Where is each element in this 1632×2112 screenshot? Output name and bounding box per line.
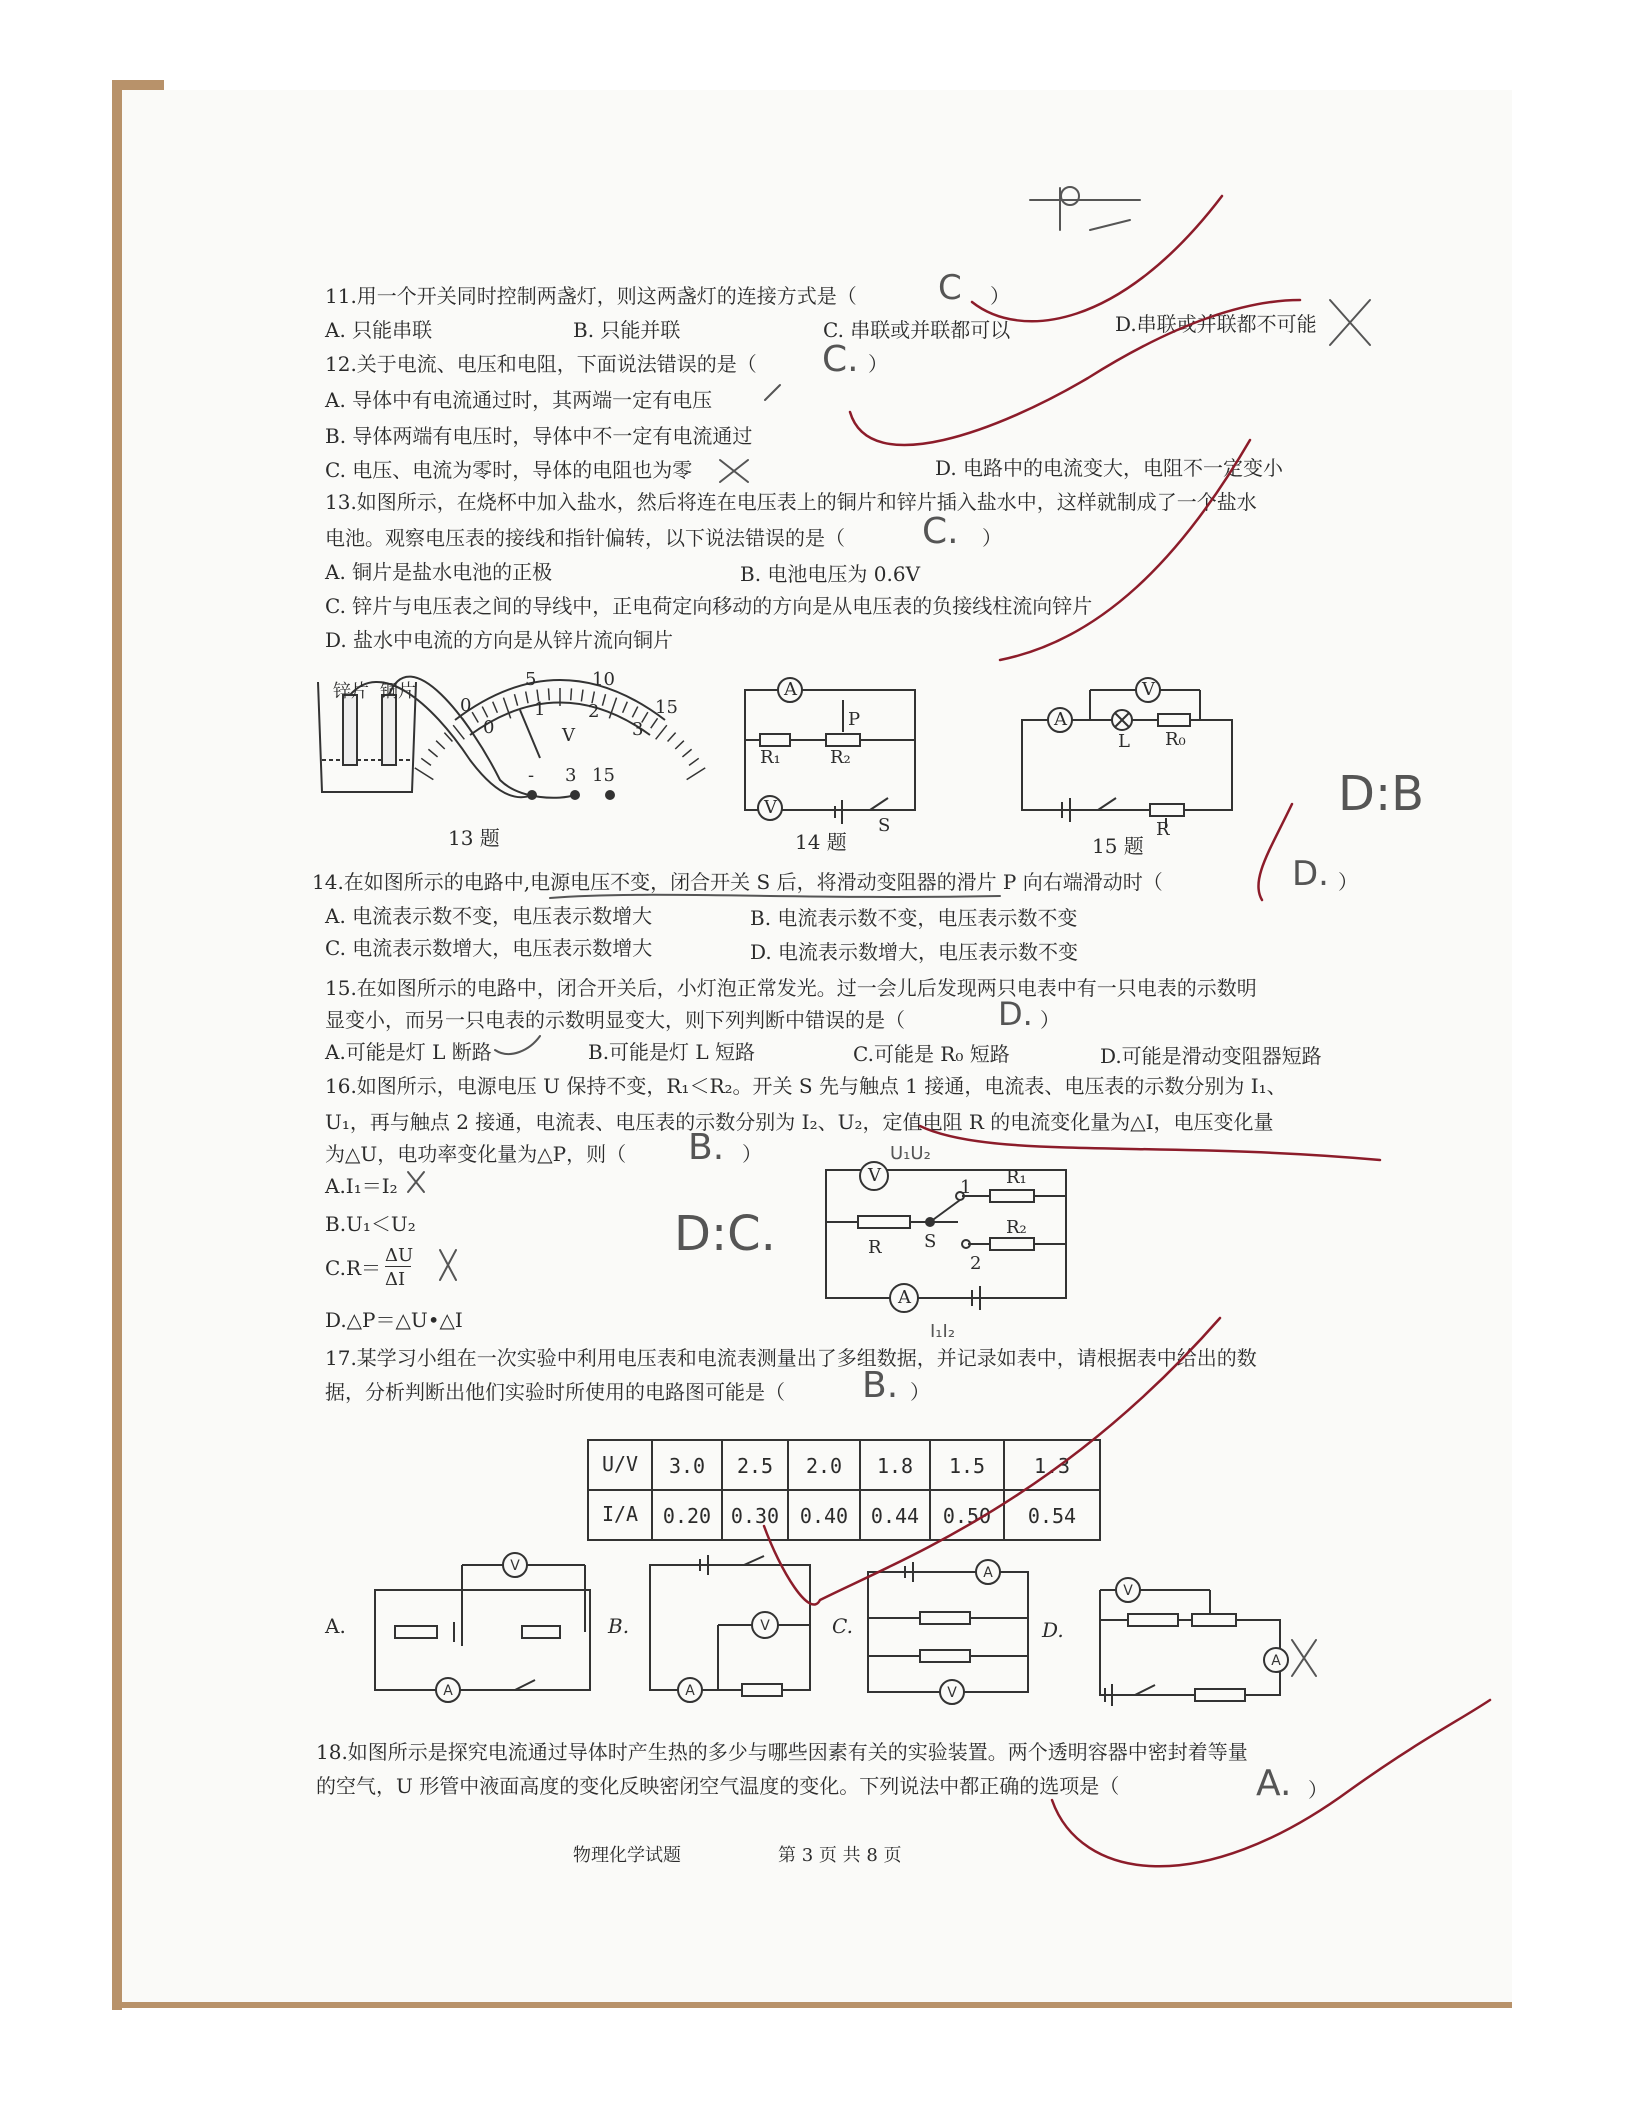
q17-table-i-0: 0.20: [662, 1504, 712, 1528]
q11-answer: C: [938, 268, 962, 308]
q11-stem: 11.用一个开关同时控制两盏灯，则这两盏灯的连接方式是（: [325, 284, 857, 308]
q18-line2: 的空气，U 形管中液面高度的变化反映密闭空气温度的变化。下列说法中都正确的选项是（: [316, 1774, 1120, 1798]
q13-answer: C.: [922, 511, 959, 552]
q14-option-c: C. 电流表示数增大，电压表示数增大: [325, 936, 653, 960]
q13-option-b: B. 电池电压为 0.6V: [740, 562, 921, 586]
fig15-r0: R₀: [1165, 729, 1186, 750]
q16-fig-r1: R₁: [1006, 1167, 1027, 1188]
q12-answer: C.: [822, 339, 859, 380]
q15-line2: 显变小，而另一只电表的示数明显变大，则下列判断中错误的是（: [325, 1008, 905, 1032]
red-stroke-4: [1258, 804, 1292, 900]
q16-line3: 为△U，电功率变化量为△P，则（: [325, 1142, 627, 1166]
q16-option-c: C.R＝: [325, 1256, 382, 1280]
q15-option-b: B.可能是灯 L 短路: [588, 1040, 756, 1064]
fig13-scale-bottom-1: 1: [534, 699, 546, 720]
q16-fig-r: R: [868, 1237, 882, 1258]
red-stroke-7: [1052, 1700, 1490, 1866]
q17-table-u-2: 2.0: [805, 1454, 843, 1478]
fig14-caption: 14 题: [795, 830, 847, 854]
fig14-r2: R₂: [830, 747, 851, 768]
q16-fig-contact-1: 1: [960, 1177, 972, 1198]
q13-line2: 电池。观察电压表的接线和指针偏转，以下说法错误的是（: [325, 526, 845, 550]
red-stroke-2: [850, 300, 1300, 445]
q14-answer: D.: [1292, 854, 1329, 894]
q17-choice-c: C.: [832, 1614, 853, 1638]
q16-option-d: D.△P＝△U•△I: [325, 1308, 463, 1332]
q17-table-u-label: U/V: [601, 1452, 639, 1476]
red-stroke-5: [764, 1318, 1220, 1605]
svg-text:V: V: [760, 1618, 770, 1634]
q14-option-d: D. 电流表示数增大，电压表示数不变: [750, 940, 1079, 964]
svg-text:A: A: [685, 1683, 695, 1699]
q13-option-d: D. 盐水中电流的方向是从锌片流向铜片: [325, 628, 674, 652]
fig13-terminal-minus: -: [528, 765, 535, 786]
q17-table-u-3: 1.8: [876, 1454, 914, 1478]
q16-fig-switch-s: S: [924, 1231, 937, 1252]
fig13-scale-bottom-3: 3: [632, 719, 644, 740]
q18-answer: A.: [1256, 1763, 1292, 1804]
fig14-slider-p: P: [848, 709, 861, 730]
q15-option-a: A.可能是灯 L 断路: [325, 1040, 492, 1064]
q16-fig-r2: R₂: [1006, 1217, 1027, 1238]
fig13-scale-top-5: 5: [525, 669, 537, 690]
svg-text:A: A: [983, 1565, 993, 1581]
svg-text:A: A: [1271, 1653, 1281, 1669]
pencil-tick-q15a: [495, 1036, 540, 1054]
q11-close: ）: [990, 284, 1010, 308]
q16-option-a: A.I₁＝I₂: [325, 1174, 398, 1198]
fig13-scale-bottom-0: 0: [483, 717, 495, 738]
handwritten-label-u: U₁U₂: [890, 1143, 931, 1164]
q17-choice-a: A.: [325, 1614, 346, 1638]
q14-option-b: B. 电流表示数不变，电压表示数不变: [750, 906, 1078, 930]
pencil-wave-q14: [550, 895, 1000, 898]
q16-fraction-den: ΔI: [385, 1269, 406, 1290]
red-stroke-1: [972, 196, 1222, 321]
fig15-voltmeter: V: [1142, 679, 1155, 700]
q15-answer: D.: [998, 995, 1033, 1033]
fig13-scale-bottom-2: 2: [588, 701, 600, 722]
q15-option-c: C.可能是 R₀ 短路: [853, 1042, 1010, 1066]
pencil-x-q11: [1330, 300, 1370, 345]
q15-line1: 15.在如图所示的电路中，闭合开关后，小灯泡正常发光。过一会儿后发现两只电表中有一只电表的示数明: [325, 976, 1257, 1000]
fig13-scale-top-15: 15: [655, 697, 678, 718]
q17-line2: 据，分析判断出他们实验时所使用的电路图可能是（: [325, 1380, 785, 1404]
pencil-x-q16a: [408, 1172, 424, 1192]
pencil-tick-q12a: [765, 385, 780, 400]
fig15-ammeter: A: [1054, 709, 1067, 730]
fig13-copper-label: 铜片: [380, 681, 416, 702]
q17-table-i-4: 0.50: [942, 1504, 992, 1528]
q15-close: ）: [1040, 1008, 1060, 1032]
q16-answer: B.: [688, 1127, 725, 1168]
q16-fig-contact-2: 2: [970, 1253, 982, 1274]
q17-table-i-label: I/A: [601, 1502, 639, 1526]
fig13-scale-top-10: 10: [592, 669, 615, 690]
svg-text:A: A: [443, 1683, 453, 1699]
q17-table-u-5: 1.3: [1033, 1454, 1071, 1478]
footer-subject: 物理化学试题: [573, 1845, 681, 1866]
q17-close: ）: [910, 1380, 930, 1404]
pencil-x-q17d: [1292, 1640, 1316, 1676]
q17-line1: 17.某学习小组在一次实验中利用电压表和电流表测量出了多组数据，并记录如表中，请根据表中给出的数: [325, 1346, 1257, 1370]
fig13-caption: 13 题: [448, 826, 500, 850]
pencil-x-q12c: [720, 460, 748, 482]
pencil-sketch-top: [1030, 188, 1140, 230]
q12-option-d: D. 电路中的电流变大，电阻不一定变小: [935, 456, 1284, 480]
q11-option-d: D.串联或并联都不可能: [1115, 312, 1317, 336]
handwritten-note-q16: D:C.: [674, 1206, 776, 1262]
q12-option-a: A. 导体中有电流通过时，其两端一定有电压: [325, 388, 713, 412]
fig14-ammeter: A: [784, 679, 797, 700]
q17-table-u-1: 2.5: [736, 1454, 774, 1478]
fig14-r1: R₁: [760, 747, 781, 768]
q12-close: ）: [868, 352, 888, 376]
q13-close: ）: [982, 526, 1002, 550]
q13-option-a: A. 铜片是盐水电池的正极: [325, 560, 553, 584]
q11-option-a: A. 只能串联: [325, 318, 433, 342]
q12-stem: 12.关于电流、电压和电阻，下面说法错误的是（: [325, 352, 757, 376]
q17-answer: B.: [862, 1365, 899, 1406]
q15-option-d: D.可能是滑动变阻器短路: [1100, 1044, 1322, 1068]
q12-option-c: C. 电压、电流为零时，导体的电阻也为零: [325, 458, 693, 482]
q16-close: ）: [742, 1142, 762, 1166]
q17-choice-b: B.: [608, 1614, 630, 1638]
q17-table-i-1: 0.30: [730, 1504, 780, 1528]
q16-fig-ammeter: A: [898, 1287, 911, 1308]
q16-line1: 16.如图所示，电源电压 U 保持不变，R₁＜R₂。开关 S 先与触点 1 接通，电流表、电压表的示数分别为 I₁、: [325, 1074, 1287, 1098]
q11-option-c: C. 串联或并联都可以: [823, 318, 1011, 342]
q17-table-u-0: 3.0: [668, 1454, 706, 1478]
q14-stem: 14.在如图所示的电路中,电源电压不变，闭合开关 S 后，将滑动变阻器的滑片 P 向右端滑动时（: [312, 870, 1163, 894]
q16-option-b: B.U₁＜U₂: [325, 1212, 416, 1236]
q17-table-i-5: 0.54: [1027, 1504, 1077, 1528]
q16-fig-voltmeter: V: [868, 1165, 881, 1186]
red-stroke-3: [1000, 440, 1250, 660]
fig15-rheostat-r: R: [1156, 819, 1170, 840]
svg-text:V: V: [947, 1685, 957, 1701]
fig13-scale-top-0: 0: [460, 695, 472, 716]
pencil-x-q16c: [440, 1250, 456, 1280]
q18-close: ）: [1308, 1778, 1328, 1802]
fig13-terminal-3: 3: [565, 765, 577, 786]
fig13-terminal-15: 15: [592, 765, 615, 786]
q16-line2: U₁，再与触点 2 接通，电流表、电压表的示数分别为 I₂、U₂，定值电阻 R 的电流变化量为△I，电压变化量: [325, 1110, 1274, 1134]
svg-text:V: V: [510, 1558, 520, 1574]
footer-page-number: 第 3 页 共 8 页: [778, 1845, 902, 1866]
fig15-lamp-l: L: [1118, 731, 1130, 752]
q18-line1: 18.如图所示是探究电流通过导体时产生热的多少与哪些因素有关的实验装置。两个透明容器中密封着等量: [316, 1740, 1248, 1764]
q17-table-i-2: 0.40: [799, 1504, 849, 1528]
q11-option-b: B. 只能并联: [573, 318, 681, 342]
q13-option-c: C. 锌片与电压表之间的导线中，正电荷定向移动的方向是从电压表的负接线柱流向锌片: [325, 594, 1093, 618]
handwritten-label-i: I₁I₂: [930, 1321, 956, 1342]
q12-option-b: B. 导体两端有电压时，导体中不一定有电流通过: [325, 424, 753, 448]
fig13-unit: V: [562, 725, 575, 746]
handwritten-note-q15: D:B: [1338, 766, 1425, 822]
q13-line1: 13.如图所示，在烧杯中加入盐水，然后将连在电压表上的铜片和锌片插入盐水中，这样就制成了一个盐水: [325, 490, 1257, 514]
svg-text:V: V: [1123, 1583, 1133, 1599]
q17-table-u-4: 1.5: [948, 1454, 986, 1478]
fig14-voltmeter: V: [764, 797, 777, 818]
fig14-switch-s: S: [878, 815, 891, 836]
red-stroke-6: [920, 1126, 1380, 1160]
q17-choice-d: D.: [1042, 1618, 1064, 1642]
q14-option-a: A. 电流表示数不变，电压表示数增大: [325, 904, 653, 928]
fig13-zinc-label: 锌片: [333, 681, 369, 702]
q14-close: ）: [1338, 870, 1358, 894]
q17-table-i-3: 0.44: [870, 1504, 920, 1528]
q16-fraction-num: ΔU: [385, 1245, 414, 1266]
fig15-caption: 15 题: [1092, 834, 1144, 858]
